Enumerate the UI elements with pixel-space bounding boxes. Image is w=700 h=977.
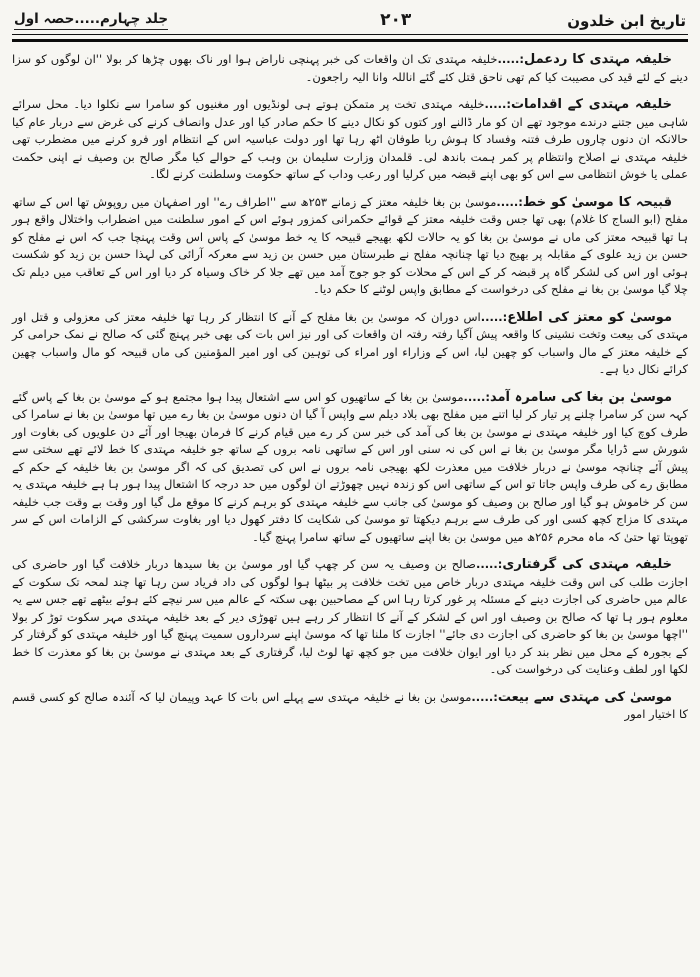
section-body: خلیفہ مہتدی تخت پر متمکن ہوتے ہی لونڈیوں اور مغنیوں کو سامرا سے نکلوا دیا۔ محل سرائے شاہی میں جتنے درندے موجود تھے ان کو مار ڈالنے اور کتوں کو نکال دینے کا حکم صادر کیا اور عدل وانصاف کرنے کی غرض سے دربار عام کیا حالانکہ ان دنوں چاروں طرف فتنہ وفساد کا ہوش ربا طوفان اٹھ رہا تھا اور دولت عباسیہ اس کے انتظام اور فرو کرنے میں مضطرب تھی خلیفہ مہتدی نے اصلاح وانتظام پر کمر ہمت باندھ لی۔ قلمدان وزارت سلیمان بن وہب کے حوالے کیا مگر صالح بن وصیف نے اپنی حکمت عملی یا خوش انتظامی سے اس کو بھی اپنے قبضہ میں کرلیا اور رعب وداب کے ساتھ حکومت وسلطنت کرنے لگا۔ — [12, 97, 688, 181]
section-heading: قبیحہ کا موسیٰ کو خط — [522, 194, 672, 210]
header-rule-thick — [12, 39, 688, 42]
section-body: خلیفہ مہتدی تک ان واقعات کی خبر پہنچی ناراض ہوا اور ناک بھوں چڑھا کر بولا ''ان لوگوں کو سزا دینے کے لئے قید کی مصیبت کیا کم تھی ناحق قتل کئے گئے اناللہ وانا الیہ راجعون۔ — [12, 52, 688, 84]
header-rule-thin — [12, 34, 688, 35]
page-header — [12, 6, 688, 33]
section-heading: خلیفہ مہتدی کا ردعمل — [523, 52, 672, 67]
section-bayah — [12, 689, 688, 724]
heading-leader: :..... — [463, 389, 490, 404]
section-news-of-mutazz — [12, 309, 688, 379]
section-heading: موسیٰ کو معتز کی اطلاع — [507, 309, 673, 325]
section-arrival-samarra — [12, 389, 688, 547]
section-letter-to-musa — [12, 194, 688, 299]
section-reaction — [12, 51, 688, 86]
section-arrest — [12, 556, 688, 679]
section-body: موسیٰ بن بغا خلیفہ معتز کے زمانے ۲۵۳ھ سے ''اطراف رے'' اور اصفہان میں روپوش تھا اس کے ساتھ مفلح (ابو الساج کا غلام) بھی تھا جس وقت خلیفہ معتز کے قوائے حکمرانی کمزور ہوئے اس کے امور سلطنت میں اضطراب واختلال واقع ہور ہا تھا قبیحہ معتز کی ماں نے موسیٰ بن بغا کو یہ حالات لکھ بھیجے قبیحہ کا یہ خط موسیٰ کے پاس اس وقت پہنچا جب کہ اس نے مفلح کو حسن بن زید علوی کے مقابلہ پر بھیج دیا تھا چنانچہ مفلح نے طبرستان میں حسن بن زید سے معرکہ آرائی کی لہذا حسن بن زید کو شکست ہوئی اور اس کی لشکر گاہ پر قبضہ کر کے اس کے محلات کو جو جوج آمد میں تھے جلا کر خاک وسیاہ کر دیا اور اس کے تعاقب میں دیلم تک چلا گیا موسیٰ بن بغا نے مفلح کی درخواست کے مطابق واپس لوٹنے کا حکم دیا۔ — [12, 194, 688, 296]
section-heading: خلیفہ مہتدی کے اقدامات — [510, 97, 672, 112]
section-heading: موسیٰ بن بغا کی سامرہ آمد — [489, 389, 673, 405]
heading-leader: :..... — [471, 689, 498, 704]
section-body: موسیٰ بن بغا کے ساتھیوں کو اس سے اشتعال پیدا ہوا مجتمع ہو کے موسیٰ بن بغا کے پاس گئے کہہ سن کر سامرا چلنے پر تیار کر لیا اتنے میں مفلح بھی بلاد دیلم سے واپس آ گیا ان دنوں موسیٰ بن بغا رے میں تھا موسیٰ بن بغا نے سامرا کی طرف کوچ کیا اور خلیفہ مہتدی نے موسیٰ بن بغا کی آمد کی خبر سن کر رے میں قیام کرنے کا فرمان بھیجا اور آئے دن علویوں کی بغاوت اور شورش سے ڈرایا مگر موسیٰ بن بغا نے اس کی نہ سنی اور اس کے ساتھی نامہ بروں کے ساتھ جو خلیفہ مہتدی کا خط لائے تھے سختی سے پیش آئے چنانچہ موسیٰ نے دربار خلافت میں معذرت لکھ بھیجی نامہ بروں نے اس کی تصدیق کی کہ اگر موسیٰ بن بغا خلیفہ کے حکم کے مطابق رے کی طرف واپس جاتا تو اس کے ساتھی اس کو زندہ نہیں چھوڑتے ان لوگوں میں حد درجہ کا اشتعال پیدا ہور ہا ہے خلیفہ مہتدی یہ سن کر خاموش ہو گیا اور صالح بن وصیف کو موسیٰ کی جانب سے خلیفہ مہتدی کو برہم کرنے کا موقع مل گیا اور وقت بے وقت جب خلیفہ مہتدی کا مزاج کچھ کسی اور کی طرف سے برہم دیکھتا تو موسیٰ کی شکایت کا دفتر کھول دیا اور بغاوت سرکشی کے الزامات اس کے سر تھوپتا تھا حتیٰ کہ ماہ محرم ۲۵۶ھ میں موسیٰ بن بغا اپنے ساتھیوں کے ساتھ سامرا پہنچ گیا۔ — [12, 389, 688, 544]
heading-leader: :..... — [497, 52, 524, 66]
volume-label: جلد چہارم.....حصہ اول — [14, 11, 168, 30]
heading-leader: :..... — [480, 309, 508, 324]
section-body: صالح بن وصیف یہ سن کر چھپ گیا اور موسیٰ بن بغا سیدھا دربار خلافت گیا اور حاضری کی اجازت طلب کی اس وقت خلیفہ مہتدی دربار خاص میں تخت خلافت پر بیٹھا ہوا لوگوں کی داد فریاد سن رہا تھا چند لمحہ تک سکوت کے عالم میں حاضری کی اجازت دینے کے مسئلہ پر غور کرتا رہا اس کے مصاحبین بھی سکتہ کے عالم میں سر نیچے کئے ہوئے بیٹھے تھے جس سے یہ معلوم ہور ہا تھا کہ صالح بن وصیف اور اس کے لشکر کے آنے کا انتظار کر رہے ہیں تھوڑی دیر کے بعد خلیفہ مہتدی مہر سکوت توڑ کر بولا ''اچھا موسیٰ بن بغا کو حاضری کی اجازت دی جائے'' اجازت کا ملنا تھا کہ موسیٰ اپنے سرداروں سمیت پہنچ گیا اور خلیفہ مہتدی کو گرفتار کر کے بجورہ کے محل میں نظر بند کر دیا اور ایوان خلافت میں جو کچھ تھا لوٹ لیا، گرفتاری کے بعد مہتدی نے موسیٰ بن بغا کو معذرت کا خط لکھا اور لطف وعنایت کی درخواست کی۔ — [12, 557, 688, 676]
book-title: تاریخ ابن خلدون — [567, 12, 686, 30]
section-body: اس دوران کہ موسیٰ بن بغا مفلح کے آنے کا انتظار کر رہا تھا خلیفہ معتز کی معزولی و قتل اور مہتدی کی بیعت وتخت نشینی کا واقعہ پیش آگیا رفتہ رفتہ ان واقعات کی اور نیز اس بات کی بھی خبر پہنچ گئی کہ صالح نے نمک حرامی کر کے خلیفہ معتز کے مال واسباب کو چھین لیا، اس کے وزاراء اور امراء کی توہین کی اور امیر المؤمنین کی ماں قبیحہ کو مال واسباب چھین کرائے نکال دیا ہے۔ — [12, 309, 688, 376]
section-heading: خلیفہ مہتدی کی گرفتاری — [502, 557, 672, 572]
heading-leader: :..... — [496, 194, 523, 209]
section-body: موسیٰ بن بغا نے خلیفہ مہتدی سے پہلے اس بات کا عہد وپیمان لیا کہ آئندہ صالح کو کسی قسم کا اختیار امور — [12, 689, 688, 721]
section-heading: موسیٰ کی مہتدی سے بیعت — [497, 689, 672, 705]
page-number: ۲۰۳ — [380, 10, 412, 30]
heading-leader: :..... — [484, 97, 511, 111]
section-measures — [12, 96, 688, 184]
heading-leader: :..... — [475, 557, 503, 571]
